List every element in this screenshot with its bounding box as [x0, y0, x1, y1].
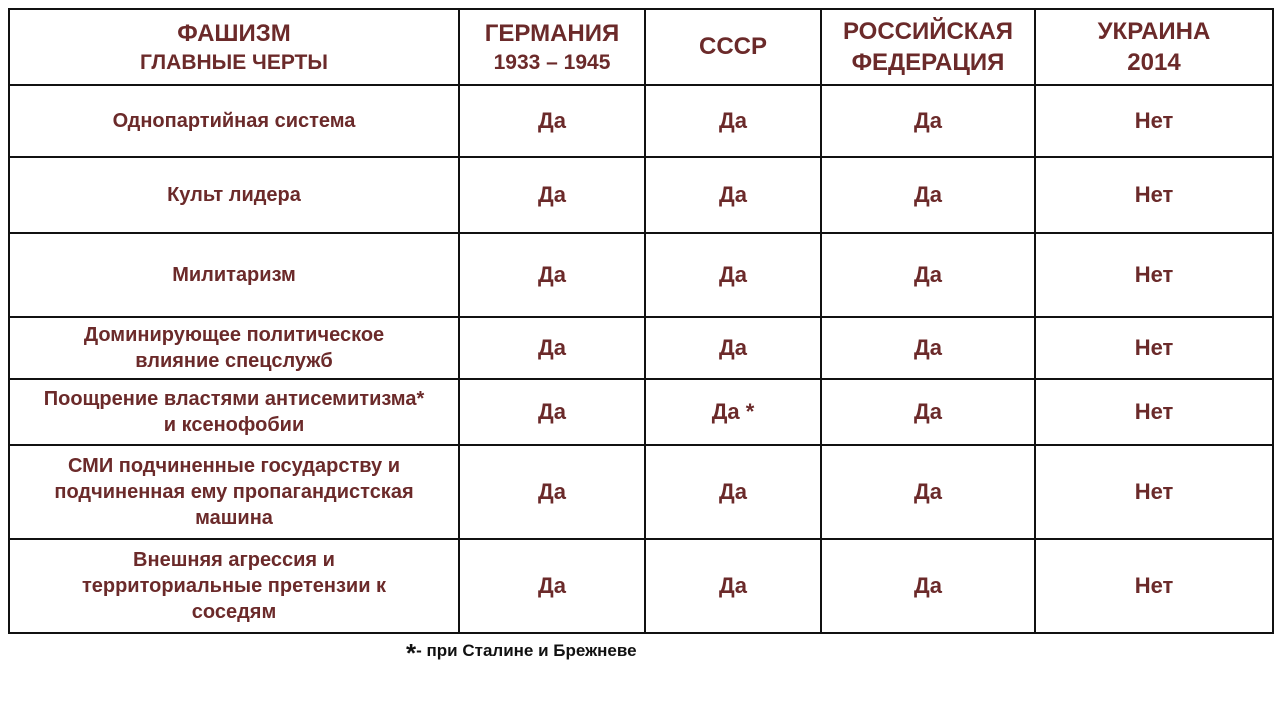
feature-line: Культ лидера [167, 184, 301, 206]
germany-value: Да [459, 379, 645, 445]
header-russia-title-1: РОССИЙСКАЯ [842, 17, 1014, 45]
germany-value: Да [459, 85, 645, 157]
ussr-value: Да [645, 539, 821, 633]
comparison-table [8, 8, 1274, 634]
footnote-text: - при Сталине и Брежневе [416, 641, 637, 660]
ussr-value: Да [645, 445, 821, 539]
feature-line: Милитаризм [172, 264, 296, 286]
ukraine-value: Нет [1035, 157, 1273, 233]
header-russia-title-2: ФЕДЕРАЦИЯ [851, 49, 1005, 76]
header-ussr-title: СССР [698, 33, 767, 61]
table-row [9, 233, 1273, 317]
header-germany-title: ГЕРМАНИЯ [484, 19, 620, 47]
table-row [9, 539, 1273, 633]
feature-line: машина [195, 507, 273, 529]
ussr-value: Да * [645, 379, 821, 445]
ussr-value: Да [645, 317, 821, 379]
feature-line: СМИ подчиненные государству и [67, 455, 401, 477]
russia-value: Да [821, 157, 1035, 233]
feature-line: Внешняя агрессия и [133, 549, 335, 571]
russia-value: Да [821, 539, 1035, 633]
ukraine-value: Нет [1035, 539, 1273, 633]
feature-cell [9, 539, 459, 633]
footnote [406, 638, 637, 669]
ukraine-value: Нет [1035, 233, 1273, 317]
feature-line: Доминирующее политическое [83, 324, 385, 346]
header-row [9, 9, 1273, 85]
header-ukraine-title: УКРАИНА [1097, 17, 1211, 45]
russia-value: Да [821, 445, 1035, 539]
ukraine-value: Нет [1035, 445, 1273, 539]
ussr-value: Да [645, 233, 821, 317]
russia-value: Да [821, 379, 1035, 445]
feature-cell [9, 157, 459, 233]
ukraine-value: Нет [1035, 317, 1273, 379]
germany-value: Да [459, 317, 645, 379]
feature-line: Однопартийная система [112, 110, 356, 132]
feature-cell [9, 233, 459, 317]
header-ukraine [1035, 9, 1273, 85]
table-row [9, 157, 1273, 233]
header-feature [9, 9, 459, 85]
germany-value: Да [459, 445, 645, 539]
feature-line: территориальные претензии к [81, 575, 387, 597]
feature-line: и ксенофобии [163, 414, 305, 436]
ussr-value: Да [645, 85, 821, 157]
ukraine-value: Нет [1035, 379, 1273, 445]
feature-cell [9, 317, 459, 379]
table-row [9, 317, 1273, 379]
header-feature-title: ФАШИЗМ [177, 19, 291, 47]
header-feature-subtitle: ГЛАВНЫЕ ЧЕРТЫ [140, 50, 328, 74]
feature-line: соседям [191, 601, 277, 623]
feature-cell [9, 445, 459, 539]
header-russia [821, 9, 1035, 85]
header-ussr [645, 9, 821, 85]
table-row [9, 379, 1273, 445]
germany-value: Да [459, 157, 645, 233]
russia-value: Да [821, 233, 1035, 317]
header-germany [459, 9, 645, 85]
table-row [9, 85, 1273, 157]
footnote-star: * [406, 638, 417, 668]
table-row [9, 445, 1273, 539]
header-germany-years: 1933 – 1945 [493, 50, 611, 74]
header-ukraine-year: 2014 [1127, 49, 1181, 76]
russia-value: Да [821, 85, 1035, 157]
ukraine-value: Нет [1035, 85, 1273, 157]
germany-value: Да [459, 233, 645, 317]
russia-value: Да [821, 317, 1035, 379]
feature-line: Поощрение властями антисемитизма* [43, 388, 425, 410]
germany-value: Да [459, 539, 645, 633]
feature-line: влияние спецслужб [135, 350, 333, 372]
feature-cell [9, 85, 459, 157]
feature-cell [9, 379, 459, 445]
ussr-value: Да [645, 157, 821, 233]
feature-line: подчиненная ему пропагандистская [54, 481, 414, 503]
